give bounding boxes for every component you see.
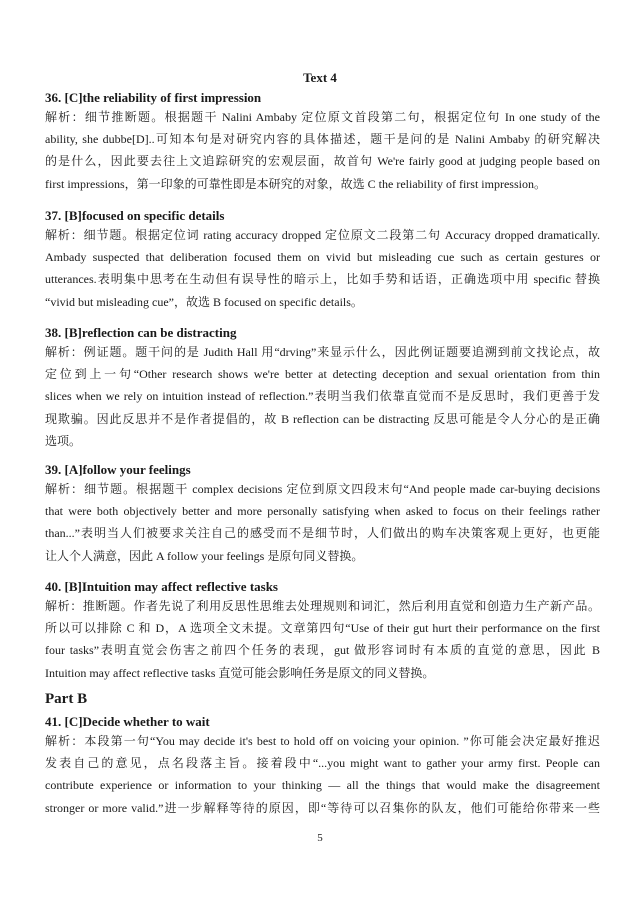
text-line: that were both objectively better and more personally satisfying when asked to focus on their feelings rather bbox=[45, 504, 600, 519]
text-line: 现欺骗。因此反思并不是作者提倡的，故 B reflection can be distracting 反思可能是令人分心的是正确 bbox=[45, 411, 600, 426]
question-37-explanation bbox=[45, 224, 600, 313]
text-line: 发表自己的意见，点名段落主旨。接着段中“...you might want to gather your army first. People can bbox=[45, 756, 600, 771]
text-line: 解析：细节题。根据题干 complex decisions 定位到原文四段末句“And people made car-buying decisions bbox=[45, 482, 600, 496]
text-line: stronger or more valid.”进一步解释等待的原因，即“等待可以召集你的队友，他们可能给你带来一些 bbox=[45, 800, 600, 815]
text-line: than...”表明当人们被要求关注自己的感受而不是细节时，人们做出的购车决策客观上更好，也更能 bbox=[45, 526, 600, 541]
text-line: first impressions，第一印象的可靠性即是本研究的对象，故选 C the reliability of first impression。 bbox=[45, 176, 546, 191]
text-line: contribute experience or information to your thinking — all the things that would make the disagreement bbox=[45, 778, 600, 793]
text-line: 所以可以排除 C 和 D，A 选项全文未提。文章第四句“Use of their gut hurt their performance on the first bbox=[45, 621, 600, 636]
text-line: 解析：例证题。题干问的是 Judith Hall 用“drving”来显示什么，因此例证题要追溯到前文找论点，故 bbox=[45, 345, 600, 359]
text-line: 解析：细节推断题。根据题干 Nalini Ambaby 定位原文首段第二句，根据定位句 In one study of the bbox=[45, 110, 600, 124]
question-40-explanation bbox=[45, 595, 600, 684]
text-line: 选项。 bbox=[45, 433, 82, 448]
section-title: Text 4 bbox=[303, 70, 337, 85]
question-39-heading: 39. [A]follow your feelings bbox=[45, 462, 191, 477]
question-36-heading: 36. [C]the reliability of first impression bbox=[45, 90, 262, 105]
question-37-heading: 37. [B]focused on specific details bbox=[45, 208, 225, 223]
text-line: slices when we rely on intuition instead of reflection.”表明当我们依靠直觉而不是反思时，我们更善于发 bbox=[45, 389, 600, 404]
text-line: four tasks”表明直觉会伤害之前四个任务的表现，gut 做形容词时有本质的直觉的意思，因此 B bbox=[45, 643, 600, 658]
text-line: 解析：推断题。作者先说了利用反思性思维去处理规则和词汇，然后利用直觉和创造力生产新产品。 bbox=[45, 599, 600, 613]
text-line: “vivid but misleading cue”，故选 B focused on specific details。 bbox=[45, 294, 363, 309]
page-number: 5 bbox=[317, 832, 323, 844]
text-line: 的是什么，因此要去往上文追踪研究的宏观层面，故首句 We're fairly good at judging people based on bbox=[45, 154, 600, 169]
question-39-explanation bbox=[45, 478, 600, 567]
text-line: 定位到上一句“Other research shows we're better at detecting deception and sexual orientation from thin bbox=[45, 367, 600, 382]
text-line: Intuition may affect reflective tasks 直觉可能会影响任务是原文的同义替换。 bbox=[45, 665, 435, 680]
text-line: Ambady suspected that deliberation focused them on vivid but misleading cue such as certain gestures or bbox=[45, 250, 600, 265]
question-41-heading: 41. [C]Decide whether to wait bbox=[45, 714, 210, 729]
text-line: 让人个人满意，因此 A follow your feelings 是原句同义替换。 bbox=[45, 548, 364, 563]
question-40-heading: 40. [B]Intuition may affect reflective tasks bbox=[45, 579, 278, 594]
text-line: 解析：细节题。根据定位词 rating accuracy dropped 定位原文二段第二句 Accuracy dropped dramatically. bbox=[45, 228, 600, 242]
question-38-heading: 38. [B]reflection can be distracting bbox=[45, 325, 237, 340]
question-38-explanation bbox=[45, 341, 600, 452]
text-line: ability, she dubbe[D]..可知本句是对研究内容的具体描述，题干是问的是 Nalini Ambaby 的研究解决 bbox=[45, 132, 600, 147]
text-line: 解析：本段第一句“You may decide it's best to hold off on voicing your opinion. ”你可能会决定最好推迟 bbox=[45, 734, 600, 748]
question-41-explanation bbox=[45, 730, 600, 819]
part-b-title: Part B bbox=[45, 691, 88, 707]
text-line: utterances.表明集中思考在生动但有误导性的暗示上，比如手势和话语，正确选项中用 specific 替换 bbox=[45, 272, 600, 287]
question-36-explanation bbox=[45, 106, 600, 195]
